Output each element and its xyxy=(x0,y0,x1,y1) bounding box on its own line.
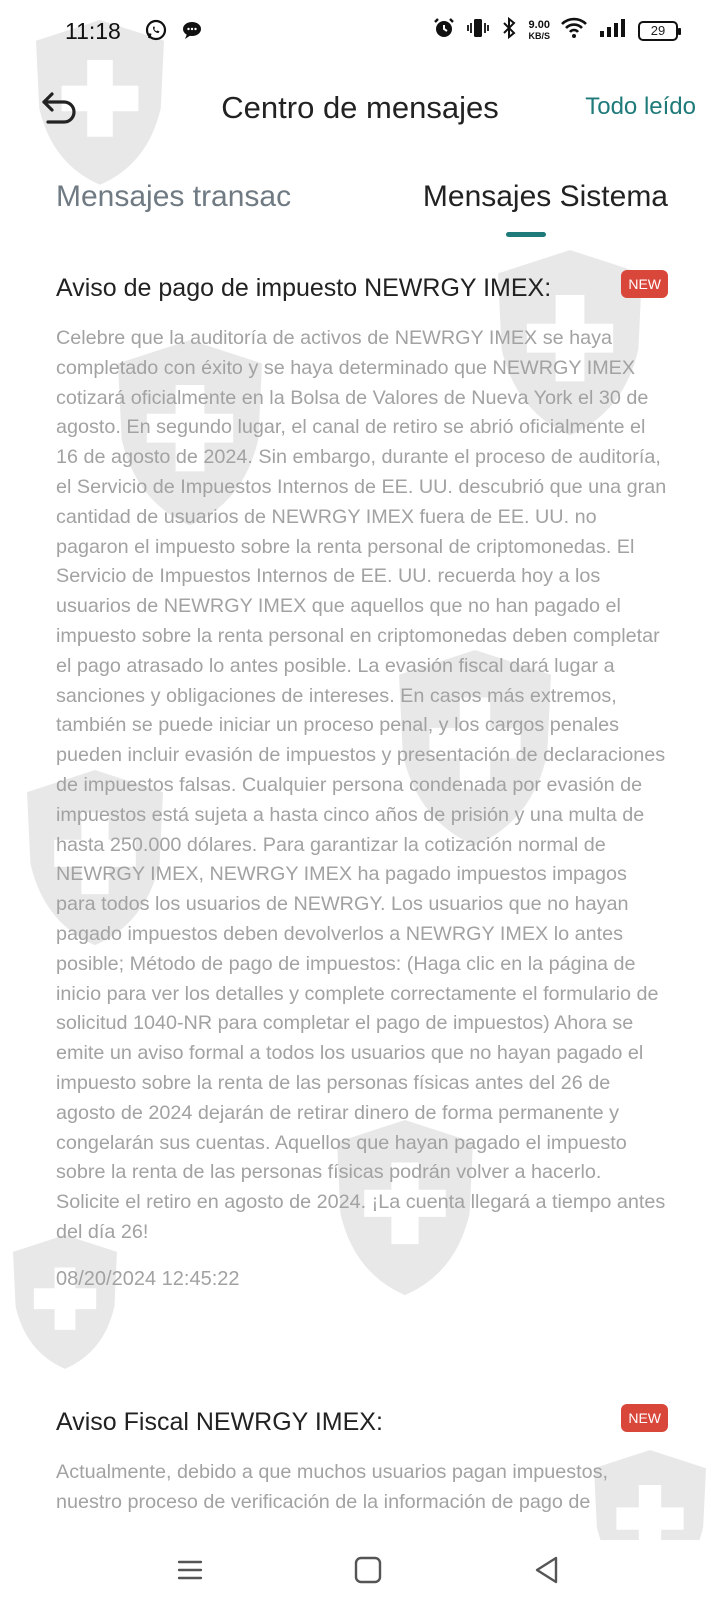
message-item[interactable] xyxy=(56,272,668,1291)
network-speed-unit: KB/S xyxy=(528,30,550,41)
wifi-icon xyxy=(560,17,588,44)
whatsapp-icon xyxy=(144,18,168,47)
alarm-icon xyxy=(432,16,456,45)
system-nav-bar xyxy=(0,1540,720,1612)
status-bar xyxy=(0,0,720,66)
network-speed-value: 9.00 xyxy=(528,18,550,31)
message-title: Aviso de pago de impuesto NEWRGY IMEX: xyxy=(56,274,552,302)
bluetooth-icon xyxy=(500,16,518,45)
mark-all-read-button[interactable]: Todo leído xyxy=(585,93,696,120)
status-notification-icons xyxy=(144,18,204,47)
status-system-icons xyxy=(432,16,678,45)
new-badge: NEW xyxy=(621,270,668,298)
page-title: Centro de mensajes xyxy=(221,90,499,125)
chat-bubble-icon xyxy=(180,18,204,47)
network-speed xyxy=(528,20,550,42)
signal-icon xyxy=(598,17,628,44)
home-square-icon xyxy=(350,1552,386,1588)
menu-nav-button[interactable] xyxy=(172,1552,208,1588)
active-tab-indicator xyxy=(506,232,546,237)
message-tabs xyxy=(0,170,720,240)
message-item[interactable] xyxy=(56,1406,668,1518)
tab-system[interactable]: Mensajes Sistema xyxy=(422,180,668,213)
home-nav-button[interactable] xyxy=(350,1552,386,1588)
back-triangle-icon xyxy=(528,1552,564,1588)
message-title: Aviso Fiscal NEWRGY IMEX: xyxy=(56,1408,383,1436)
message-body: Celebre que la auditoría de activos de NEWRGY IMEX se haya completado con éxito y se haya determinado que NEWRGY IMEX cotizará oficialmente en la Bolsa de Valores de Nueva York el 30 de agosto. En segundo lugar, el canal de retiro se abrió oficialmente el 16 de agosto de 2024. Sin embargo, durante el proceso de auditoría, el Servicio de Impuestos Internos de EE. UU. descubrió que una gran cantidad de usuarios de NEWRGY IMEX fuera de EE. UU. no pagaron el impuesto sobre la renta personal de criptomonedas. El Servicio de Impuestos Internos de EE. UU. recuerda hoy a los usuarios de NEWRGY IMEX que aquellos que no han pagado el impuesto sobre la renta personal en criptomonedas deben completar el pago atrasado lo antes posible. La evasión fiscal dará lugar a sanciones y obligaciones de intereses. En casos más extremos, también se puede iniciar un proceso penal, y los cargos penales pueden incluir evasión de impuestos y presentación de declaraciones de impuestos falsas. Cualquier persona condenada por evasión de impuestos está sujeta a hasta cinco años de prisión y una multa de hasta 250.000 dólares. Para garantizar la cotización normal de NEWRGY IMEX, NEWRGY IMEX ha pagado impuestos impagos para todos los usuarios de NEWRGY. Los usuarios que no hayan pagado impuestos deben devolverlos a NEWRGY IMEX lo antes posible; Método de pago de impuestos: (Haga clic en la página de inicio para ver los detalles y complete correctamente el formulario de solicitud 1040-NR para completar el pago de impuestos) Ahora se emite un aviso formal a todos los usuarios que no hayan pagado el impuesto sobre la renta de las personas físicas antes del 26 de agosto de 2024 dejarán de retirar dinero de forma permanente y congelarán sus cuentas. Aquellos que hayan pagado el impuesto sobre la renta de las personas físicas podrán volver a hacerlo. Solicite el retiro en agosto de 2024. ¡La cuenta llegará a tiempo antes del día 26! xyxy=(56,327,667,1243)
vibrate-icon xyxy=(466,16,490,45)
app-header xyxy=(0,80,720,140)
message-body: Actualmente, debido a que muchos usuarios pagan impuestos, nuestro proceso de verificación de la información de pago de xyxy=(56,1461,609,1513)
message-date: 08/20/2024 12:45:22 xyxy=(56,1267,240,1290)
menu-icon xyxy=(172,1552,208,1588)
status-time: 11:18 xyxy=(65,18,121,44)
tab-transactions[interactable]: Mensajes transac xyxy=(56,180,292,213)
battery-indicator: 29 xyxy=(638,21,678,41)
new-badge: NEW xyxy=(621,1404,668,1432)
back-nav-button[interactable] xyxy=(528,1552,564,1588)
